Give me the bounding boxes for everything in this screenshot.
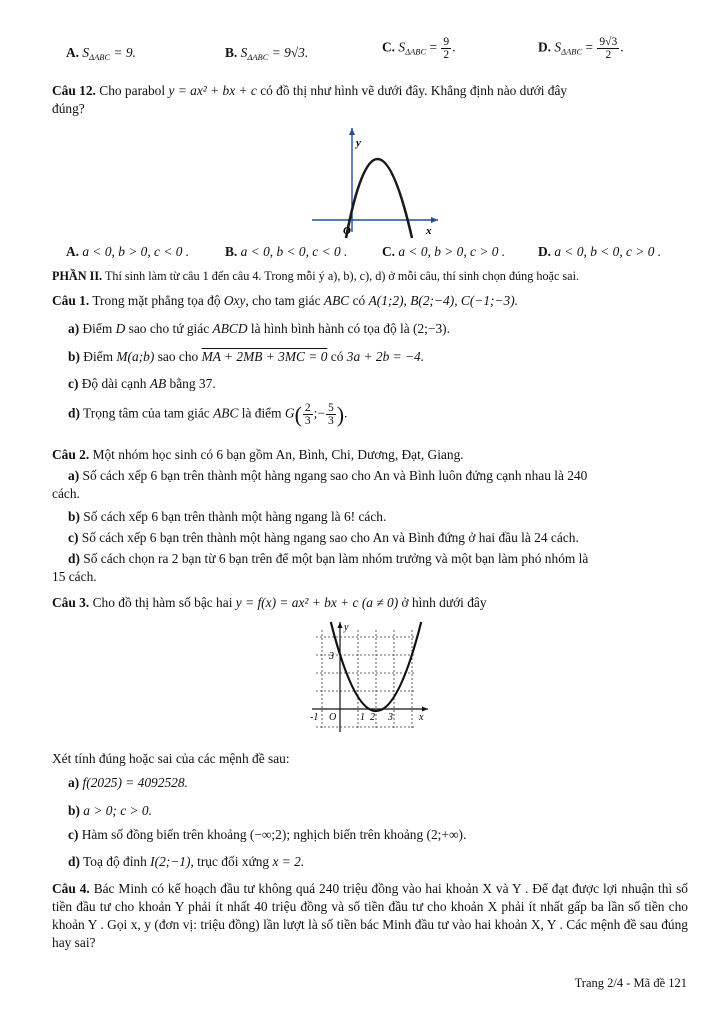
fraction: $\frac{5}{3}$	[327, 401, 334, 428]
y-label: y	[356, 137, 361, 149]
q12-option-c: C. a < 0, b > 0, c > 0 .	[382, 244, 506, 259]
parabola-curve	[346, 159, 412, 238]
y-tick-3: 3	[329, 651, 334, 662]
q11-option-c: C. $S_{\Delta ABC}$ = $\frac{9}{2}$ .	[382, 36, 456, 62]
c2-item-c: c) Số cách xếp 6 bạn trên thành một hàng ngang sao cho An và Bình đứng ở hai đầu là 24 cách.	[68, 530, 579, 545]
c2-item-b: b) Số cách xếp 6 bạn trên thành một hàng ngang là 6! cách.	[68, 509, 387, 524]
c3-stem: Câu 3. Cho đồ thị hàm số bậc hai y = f(x) = ax² + bx + c (a ≠ 0) ở hình dưới đây	[52, 595, 487, 610]
x-label: x	[419, 712, 424, 723]
fraction: $\frac{2}{3}$	[304, 401, 311, 428]
c1-item-d: d) Trọng tâm của tam giác ABC là điểm G( $\frac{2}{3}$ ;− $\frac{5}{3}$ ).	[68, 401, 348, 428]
q11-option-a: A. $S_{\Delta ABC} = 9$.	[66, 45, 136, 62]
c3-item-c: c) Hàm số đồng biến trên khoảng (−∞;2); nghịch biến trên khoảng (2;+∞).	[68, 827, 467, 842]
q12-option-b: B. a < 0, b < 0, c < 0 .	[225, 244, 348, 259]
c1-item-a: a) Điểm D sao cho tứ giác ABCD là hình bình hành có tọa độ là (2;−3).	[68, 321, 450, 336]
x-label: x	[426, 225, 432, 237]
origin-label: O	[329, 712, 337, 723]
c2-item-a: a) Số cách xếp 6 bạn trên thành một hàng ngang sao cho An và Bình luôn đứng cạnh nhau là 240 cách.	[52, 468, 588, 501]
x-axis-arrow	[431, 217, 438, 223]
c1-item-c: c) Độ dài cạnh AB bằng 37.	[68, 376, 216, 391]
y-axis-arrow	[338, 622, 343, 628]
c2-stem: Câu 2. Một nhóm học sinh có 6 bạn gồm An, Bình, Chi, Dương, Đạt, Giang.	[52, 447, 464, 462]
q12-stem: Câu 12. Cho parabol y = ax² + bx + c có đồ thị như hình vẽ dưới đây. Khẳng định nào dưới đây đúng?	[52, 83, 568, 116]
q12-parabola-graph	[300, 122, 450, 242]
paren-close: )	[336, 402, 345, 427]
fraction: $\frac{9}{2}$	[443, 36, 450, 62]
x-tick-1: 1	[360, 712, 365, 723]
x-axis-arrow	[422, 707, 428, 712]
fraction: $\frac{9√3}{2}$	[599, 36, 618, 62]
c1-item-b: b) Điểm M(a;b) sao cho MA + 2MB + 3MC = 0 có 3a + 2b = −4.	[68, 349, 425, 364]
x-tick-2: 2	[370, 712, 375, 723]
q11-option-b: B. $S_{\Delta ABC} = 9√3$.	[225, 45, 309, 62]
x-tick-3: 3	[388, 712, 393, 723]
y-axis-arrow	[349, 128, 355, 135]
c3-item-b: b) a > 0; c > 0.	[68, 803, 152, 818]
x-tick-minus1: -1	[310, 712, 319, 723]
page-footer: Trang 2/4 - Mã đề 121	[574, 976, 687, 990]
c3-consider: Xét tính đúng hoặc sai của các mệnh đề sau:	[52, 751, 290, 766]
y-label: y	[344, 622, 349, 633]
q12-option-d: D. a < 0, b < 0, c > 0 .	[538, 244, 662, 259]
c3-parabola-graph	[300, 618, 440, 736]
c2-item-d: d) Số cách chọn ra 2 bạn từ 6 bạn trên để một bạn làm nhóm trưởng và một bạn làm phó nhóm là 15 cách.	[52, 551, 589, 584]
c3-item-a: a) f(2025) = 4092528.	[68, 775, 188, 790]
q12-option-a: A. a < 0, b > 0, c < 0 .	[66, 244, 190, 259]
c3-item-d: d) Toạ độ đỉnh I(2;−1), trục đối xứng x = 2.	[68, 854, 305, 869]
c4-stem: Câu 4. Bác Minh có kế hoạch đầu tư không quá 240 triệu đồng vào hai khoản X và Y . Để đạt được lợi nhuận thì số tiền đầu tư cho khoản Y phải ít nhất 40 triệu đồng và số tiền đầu tư cho khoản X phải ít nhất gấp ba lần số tiền cho khoản Y . Gọi x, y (đơn vị: triệu đồng) lần lượt là số tiền bác Minh đầu tư vào hai khoản X, Y . Các mệnh đề sau đúng hay sai?	[52, 881, 688, 951]
q11-option-d: D. $S_{\Delta ABC}$ = $\frac{9√3}{2}$ .	[538, 36, 624, 62]
origin-label: O	[343, 225, 351, 237]
part2-heading: PHẦN II. Thí sinh làm từ câu 1 đến câu 4. Trong mỗi ý a), b), c), d) ở mỗi câu, thí sinh chọn đúng hoặc sai.	[52, 269, 579, 283]
paren-open: (	[294, 402, 302, 427]
c1-stem: Câu 1. Trong mặt phẳng tọa độ Oxy, cho tam giác ABC có A(1;2), B(2;−4), C(−1;−3).	[52, 293, 519, 308]
